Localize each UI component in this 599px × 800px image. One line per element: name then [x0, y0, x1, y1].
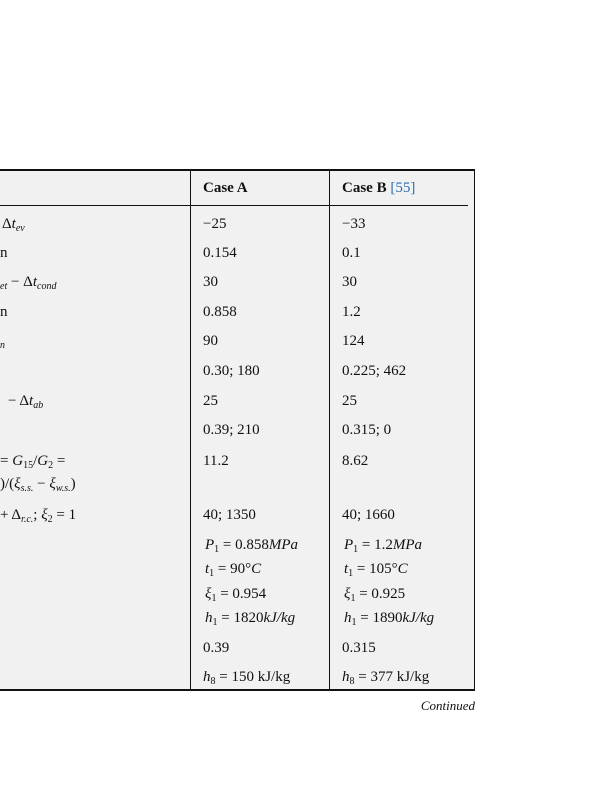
case-b-r6: 0.225; 462 — [342, 363, 407, 379]
case-b-r1: −33 — [342, 216, 366, 232]
row-label-10: + $\Delta_{r.c.}$; $\xi_2 = 1$ — [0, 507, 77, 525]
case-b-r4: 1.2 — [342, 304, 361, 320]
header-case-a: Case A — [203, 180, 248, 196]
case-a-r2: 0.154 — [203, 245, 237, 261]
case-b-enthalpy: $h_1 = 1890kJ/kg$ — [344, 610, 435, 628]
case-a-pressure: $P_1 = 0.858MPa$ — [205, 537, 299, 555]
header-rule-b — [329, 205, 468, 206]
header-case-b-label: Case B — [342, 180, 387, 196]
case-b-r3: 30 — [342, 274, 357, 290]
continued-note: Continued — [420, 698, 475, 713]
column-divider-b — [329, 171, 330, 689]
case-a-concentration: $\xi_1 = 0.954$ — [205, 586, 267, 604]
header-case-b — [342, 179, 415, 197]
case-a-r5: 90 — [203, 333, 218, 349]
row-label-9a: = $G_{15}/G_2$ = — [0, 453, 66, 471]
citation-link[interactable]: [55] — [390, 180, 416, 196]
case-b-r9: 8.62 — [342, 453, 369, 469]
case-b-r8: 0.315; 0 — [342, 422, 392, 438]
header-rule-a — [190, 205, 329, 206]
row-label-3: $_{et} - \Delta t_{cond}$ — [0, 274, 57, 292]
case-a-r7: 25 — [203, 393, 218, 409]
case-a-r12: 0.39 — [203, 640, 230, 656]
header-rule-left — [0, 205, 190, 206]
case-a-r13: $h_8 = 150$ kJ/kg — [203, 669, 291, 687]
case-b-r5: 124 — [342, 333, 365, 349]
case-a-r4: 0.858 — [203, 304, 237, 320]
case-a-r3: 30 — [203, 274, 218, 290]
case-a-r1: −25 — [203, 216, 227, 232]
case-a-temperature: $t_1 = 90^\circ C$ — [205, 561, 262, 579]
row-label-9b: )$/(\xi_{s.s.} - \xi_{w.s.})$ — [0, 476, 76, 494]
case-b-r10: 40; 1660 — [342, 507, 395, 523]
case-a-r9: 11.2 — [203, 453, 229, 469]
case-b-r12: 0.315 — [342, 640, 376, 656]
row-label-1: $\Delta t_{ev}$ — [2, 216, 25, 234]
case-a-r6: 0.30; 180 — [203, 363, 260, 379]
case-b-r2: 0.1 — [342, 245, 361, 261]
row-label-7: − $\Delta t_{ab}$ — [8, 393, 44, 411]
case-b-temperature: $t_1 = 105^\circ C$ — [344, 561, 408, 579]
column-divider-a — [190, 171, 191, 689]
case-a-r8: 0.39; 210 — [203, 422, 260, 438]
data-table — [0, 169, 475, 691]
case-a-enthalpy: $h_1 = 1820kJ/kg$ — [205, 610, 296, 628]
case-b-r7: 25 — [342, 393, 357, 409]
row-label-4: n — [0, 304, 8, 320]
case-b-pressure: $P_1 = 1.2MPa$ — [344, 537, 423, 555]
case-b-concentration: $\xi_1 = 0.925$ — [344, 586, 406, 604]
row-label-2: n — [0, 245, 8, 261]
case-a-r10: 40; 1350 — [203, 507, 256, 523]
case-b-r13: $h_8 = 377$ kJ/kg — [342, 669, 430, 687]
row-label-5: n — [0, 340, 5, 351]
